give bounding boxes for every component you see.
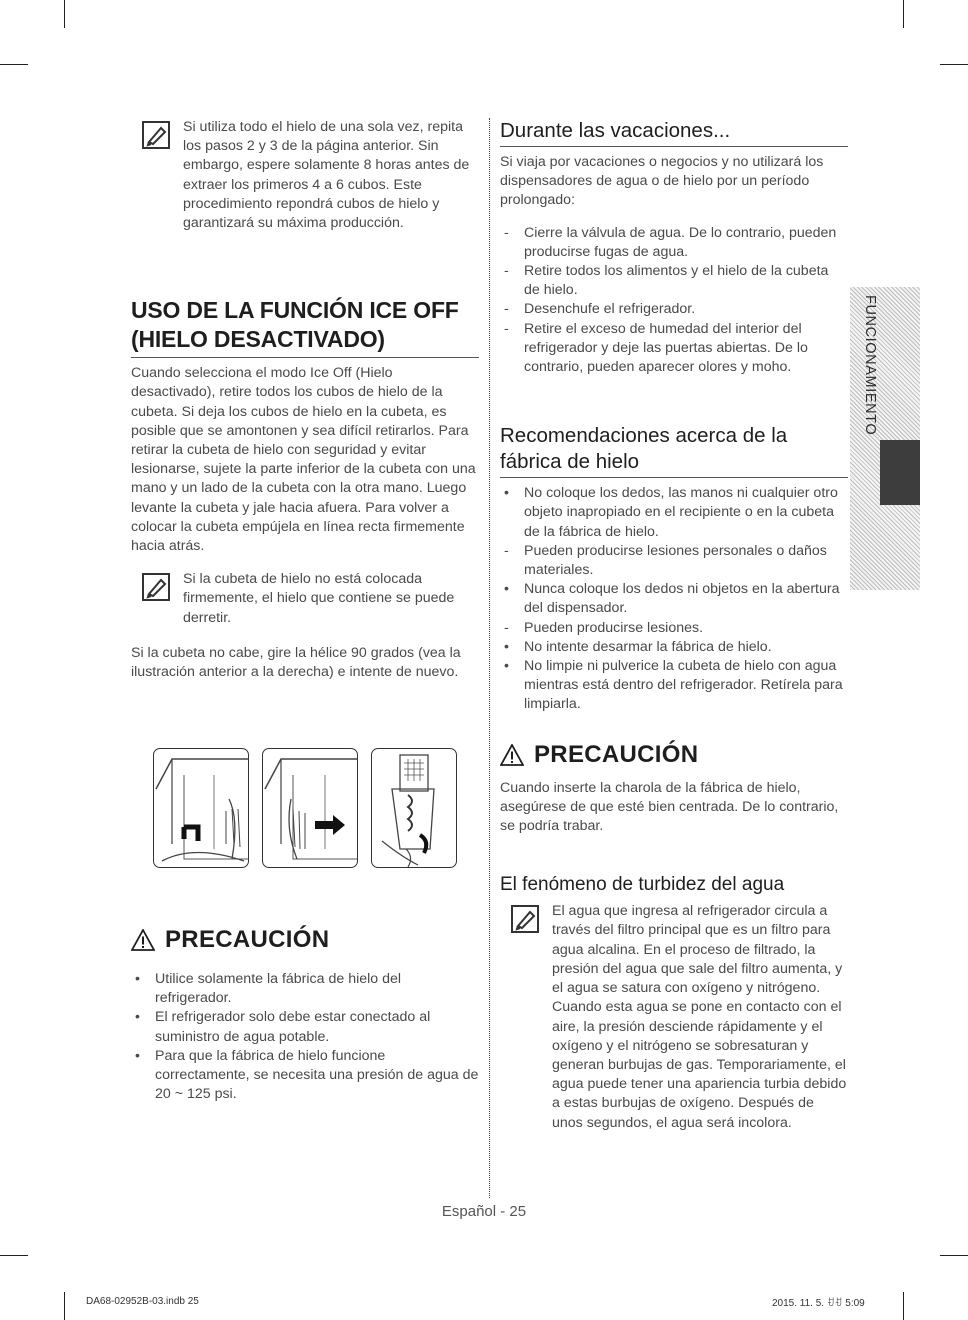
caution-heading — [131, 926, 479, 954]
illustration-remove-bucket — [153, 748, 249, 868]
crop-mark — [940, 64, 968, 65]
vacation-title: Durante las vacaciones... — [500, 118, 848, 147]
column-divider — [489, 118, 490, 1198]
left-column — [131, 118, 479, 1103]
caution-title: PRECAUCIÓN — [165, 926, 330, 953]
recommendations-list — [500, 484, 848, 714]
caution-title: PRECAUCIÓN — [534, 740, 699, 768]
vacation-list — [500, 224, 848, 378]
list-item: • Nunca coloque los dedos ni objetos en la abertura del dispensador. — [504, 581, 840, 617]
note-text: Si la cubeta de hielo no está colocada firmemente, el hielo que contiene se puede derretir. — [183, 571, 455, 626]
crop-mark — [0, 1255, 28, 1256]
water-title: El fenómeno de turbidez del agua — [500, 874, 785, 896]
chapter-side-tab — [850, 287, 920, 590]
caution-text: Cuando inserte la charola de la fábrica de hielo, asegúrese de que esté bien centrada. De lo contrario, se podría trabar. — [500, 779, 839, 835]
print-date-info: 2015. 11. 5. ꀀꀀ 5:09 — [772, 1298, 865, 1309]
list-item: - Retire el exceso de humedad del interior del refrigerador y deje las puertas abiertas. De lo contrario, pueden aparecer olores y moho. — [504, 320, 808, 376]
illustration-insert-bucket — [262, 748, 358, 868]
note-pencil-icon — [141, 120, 171, 150]
ice-off-paragraph: Cuando selecciona el modo Ice Off (Hielo desactivado), retire todos los cubos de hielo de la cubeta. Si deja los cubos de hielo en la cubeta, es posible que se amontonen y sea difícil retirarlos. Para retirar la cubeta de hielo con seguridad y evitar lesionarse, sujete la parte inferior de la cubeta con una mano y un lado de la cubeta con la otra mano. Luego levante la cubeta y jale hacia afuera. Para volver a colocar la cubeta empújela en línea recta firmemente hacia atrás. — [131, 365, 476, 555]
note-text: Si utiliza todo el hielo de una sola vez, repita los pasos 2 y 3 de la página anterior. Sin embargo, espere solamente 8 horas antes de extraer los primeros 4 a 6 cubos. Este procedimiento repondrá cubos de hielo y garantizará su máxima producción. — [183, 119, 470, 232]
list-item: - Cierre la válvula de agua. De lo contrario, pueden producirse fugas de agua. — [504, 224, 837, 260]
note-text: El agua que ingresa al refrigerador circula a través del filtro principal que es un filtro para agua alcalina. En el proceso de filtrado, la presión del agua que sale del filtro aumenta, y el agua se satura con oxígeno y nitrógeno. Cuando esta agua se pone en contacto con el aire, la presión desciende rápidamente y el oxígeno y el nitrógeno se sobresaturan y generan burbujas de gas. Temporariamente, el agua puede tener una apariencia turbia debido a estas burbujas de oxígeno. Después de unos segundos, el agua será incolora. — [552, 903, 847, 1131]
note-pencil-icon — [141, 572, 171, 602]
crop-mark — [903, 0, 904, 28]
page-number: Español - 25 — [441, 1203, 527, 1220]
caution-list — [131, 970, 479, 1104]
list-item: • Para que la fábrica de hielo funcione correctamente, se necesita una presión de agua de 20 ~ 125 psi. — [135, 1047, 479, 1103]
crop-mark — [0, 64, 28, 65]
side-tab-label: FUNCIONAMIENTO — [862, 295, 878, 436]
recommendations-title: Recomendaciones acerca de la fábrica de hielo — [500, 423, 848, 478]
list-item: - Pueden producirse lesiones. — [504, 619, 704, 636]
vacation-intro: Si viaja por vacaciones o negocios y no utilizará los dispensadores de agua o de hielo por un período prolongado: — [500, 154, 824, 209]
list-item: • No limpie ni pulverice la cubeta de hielo con agua mientras está dentro del refrigerador. Retírela para limpiarla. — [504, 658, 843, 713]
warning-triangle-icon — [500, 744, 524, 766]
crop-mark — [64, 1292, 65, 1320]
note-block — [500, 902, 848, 1132]
list-item: • Utilice solamente la fábrica de hielo del refrigerador. — [135, 971, 402, 1007]
list-item: • No intente desarmar la fábrica de hielo. — [504, 638, 772, 655]
print-file-info: DA68-02952B-03.indb 25 — [86, 1296, 199, 1307]
crop-mark — [940, 1255, 968, 1256]
list-item: • No coloque los dedos, las manos ni cualquier otro objeto inapropiado en el recipiente o en la cubeta de la fábrica de hielo. — [504, 485, 838, 540]
list-item: - Retire todos los alimentos y el hielo de la cubeta de hielo. — [504, 263, 829, 299]
list-item: - Pueden producirse lesiones personales o daños materiales. — [504, 542, 827, 579]
illustration-rotate-helix — [371, 748, 457, 868]
section-title — [131, 296, 479, 358]
side-tab-marker — [880, 440, 920, 505]
note-block — [131, 570, 479, 628]
list-item: • El refrigerador solo debe estar conectado al suministro de agua potable. — [135, 1009, 431, 1045]
crop-mark — [64, 0, 65, 28]
list-item: - Desenchufe el refrigerador. — [504, 301, 696, 318]
right-column — [500, 118, 848, 1133]
section-title-line2: (HIELO DESACTIVADO) — [131, 326, 385, 353]
note-block — [131, 118, 479, 233]
caution-heading — [500, 741, 848, 769]
warning-triangle-icon — [131, 929, 155, 951]
rotate-paragraph: Si la cubeta no cabe, gire la hélice 90 grados (vea la ilustración anterior a la derecha) e intente de nuevo. — [131, 644, 461, 681]
note-pencil-icon — [510, 904, 540, 934]
crop-mark — [903, 1292, 904, 1320]
section-title-line1: USO DE LA FUNCIÓN ICE OFF — [131, 297, 459, 324]
